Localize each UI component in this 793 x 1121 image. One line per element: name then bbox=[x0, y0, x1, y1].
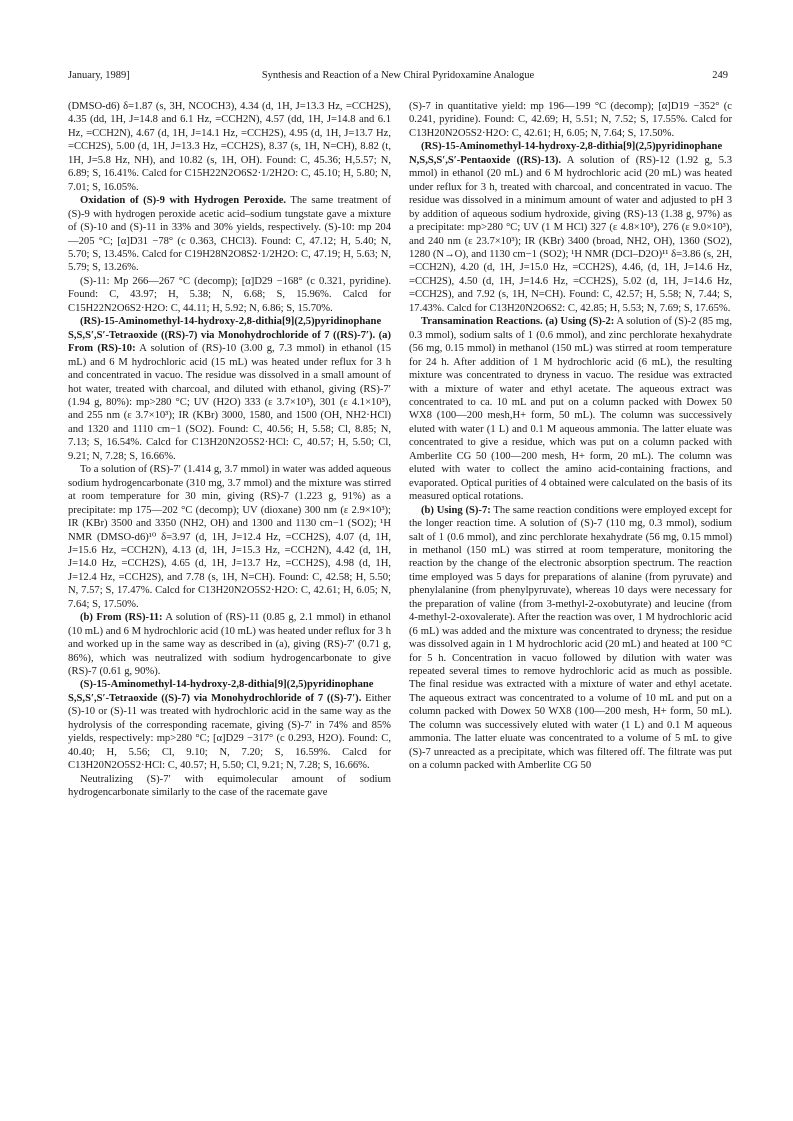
paragraph-from-rs11 bbox=[68, 611, 391, 678]
section-heading: (b) Using (S)-7: bbox=[421, 504, 491, 516]
paragraph-s7-yield: (S)-7 in quantitative yield: mp 196—199 °C (decomp); [α]D19 −352° (c 0.241, pyridine). Found: C, 42.69; H, 5.51; N, 7.52; S, 17.55%. Calcd for C13H20N2O5S2·H2O: C, 42.61; H, 6.05; N, 7.64; S, 17.50%. bbox=[409, 101, 732, 139]
paragraph-text: A solution of (RS)-10 (3.00 g, 7.3 mmol) in ethanol (15 mL) and 6 M hydrochloric acid (15 mL) was heated under reflux for 3 h and concentrated in vacuo. The residue was dissolved in a small amount of hot water, treated with charcoal, and diluted with ethanol, giving (RS)-7′ (1.94 g, 80%): mp>280 °C; UV (H2O) 333 (ε 3.7×10³), 301 (ε 4.1×10³), and 255 nm (ε 3.7×10³); IR (KBr) 3000, 1580, and 1500 (OH, NH2·HCl) and 1320 and 1110 cm−1 (SO2). Found: C, 40.56; H, 5.58; Cl, 8.85; N, 7.13; S, 16.54%. Calcd for C13H20N2O5S2·HCl: C, 40.57; H, 5.50; Cl, 9.21; N, 7.28; S, 16.66%. bbox=[68, 343, 391, 462]
paragraph-rs7-synthesis bbox=[68, 315, 391, 463]
paragraph-nmr-data: (DMSO-d6) δ=1.87 (s, 3H, NCOCH3), 4.34 (d, 1H, J=13.3 Hz, =CCH2S), 4.35 (dd, 1H, J=14.8 and 6.1 Hz, =CCH2N), 4.57 (dd, 1H, J=14.8 and 6.1 Hz, =CCH2N), 4.67 (d, 1H, J=14.1 Hz, =CCH2S), 4.95 (d, 1H, J=13.7 Hz, =CCH2S), 5.00 (d, 1H, J=13.3 Hz, =CCH2S), 8.37 (s, 1H, N=CH), 8.82 (t, 1H, J=5.8 Hz, NH), and 10.82 (s, 1H, OH). Found: C, 45.36; H,5.57; N, 6.89; S, 16.41%. Calcd for C15H22N2O6S2·1/2H2O: C, 45.10; H, 5.80; N, 7.01; S, 16.05%. bbox=[68, 101, 391, 193]
paragraph-text: Either (S)-10 or (S)-11 was treated with hydrochloric acid in the same way as the hydrolysis of the corresponding racemate, giving (S)-7′ in 74% and 85% yields, respectively: mp>280 °C; [α]D29 −317° (c 0.293, H2O). Found: C, 40.40; H, 5.56; Cl, 9.10; N, 7.20; S, 16.59%. Calcd for C13H20N2O5S2·HCl: C, 40.57; H, 5.50; Cl, 9.21; N, 7.28; S, 16.66%. bbox=[68, 692, 391, 772]
paragraph-text: A solution of (S)-2 (85 mg, 0.3 mmol), sodium salts of 1 (0.6 mmol), and zinc perchlorate hexahydrate (56 mg, 0.15 mmol) in methanol (150 mL) was stirred at room temperature for 24 h. After addition of 1 M hydrochloric acid (6 mL), the resulting mixture was concentrated to dryness in vacuo. The residue was extracted with a mixture of water and ethyl acetate. The aqueous extract was concentrated to ca. 10 mL and put on a column packed with Dowex 50 WX8 (100—200 mesh,H+ form, 50 mL). The column was successively eluted with water (1 L) and 0.1 M aqueous ammonia. The latter eluate was concentrated to give a residue, which was put on a column packed with Amberlite CG 50 (100—200 mesh, H+ form, 20 mL). The column was eluted with water to collect the amino acid-containing fractions, and evaporated. Optical purities of 4 obtained were calculated on the basis of its measured optical rotations. bbox=[409, 316, 733, 503]
paragraph-text: The same reaction conditions were employed except for the longer reaction time. A solution of (S)-7 (110 mg, 0.3 mmol), sodium salt of 1 (0.6 mmol), and zinc perchlorate hexahydrate (56 mg, 0.15 mmol) in methanol (150 mL) was stirred at room temperature, monitoring the reaction by the change of the electronic absorption spectrum. The reaction time employed was 5 days for preparations of alanine (from pyruvate) and phenylalanine (from phenylpyruvate), whereas 10 days were necessary for the preparation of valine (from 3-methyl-2-oxobutyrate) and leucine (from 4-methyl-2-oxovalerate). After the reaction was over, 1 M hydrochloric acid (6 mL) was added and the mixture was concentrated to dryness; the residue was dissolved again in 1 M hydrochloric acid (20 mL) and heated at 100 °C for 5 h. Concentration in vacuo followed by dilution with water was repeated several times to remove hydrochloric acid as much as possible. The final residue was extracted with a mixture of water and ethyl acetate. The aqueous extract was concentrated to a volume of 10 mL and put on a column packed with Dowex 50 WX8 (100—200 mesh, H+ form, 50 mL). The column was successively eluted with water (1 L) and 0.1 M aqueous ammonia. The latter eluate was concentrated to a volume of 5 mL to give (S)-7 unreacted as a precipitate, which was filtered off. The filtrate was put on a column packed with Amberlite CG 50 bbox=[409, 504, 732, 772]
paragraph-transamination-b bbox=[409, 504, 732, 773]
section-heading: (RS)-15-Aminomethyl-14-hydroxy-2,8-dithia[9](2,5)pyridinophane S,S,S′,S′-Tetraoxide ((RS)-7) via Monohydrochloride of 7 ((RS)-7′). (a) From (RS)-10: bbox=[68, 316, 391, 355]
section-heading: Transamination Reactions. (a) Using (S)-2: bbox=[421, 316, 615, 328]
paragraph-s7-neutralization: Neutralizing (S)-7′ with equimolecular amount of sodium hydrogencarbonate similarly to the case of the racemate gave bbox=[68, 773, 391, 799]
page-number: 249 bbox=[712, 70, 728, 81]
running-header bbox=[68, 70, 728, 86]
paragraph-text: A solution of (RS)-12 (1.92 g, 5.3 mmol) in ethanol (20 mL) and 6 M hydrochloric acid (20 mL) was heated under reflux for 3 h, treated with charcoal, and concentrated in vacuo. The residue was dissolved in a minimum amount of water and adjusted to pH 3 by addition of aqueous sodium hydroxide, giving (RS)-13 (1.38 g, 97%) as a precipitate: mp>280 °C; UV (1 M HCl) 327 (ε 4.8×10³), 276 (ε 9.0×10³), and 240 nm (ε 23.7×10³); IR (KBr) 3400 (broad, NH2, OH), 1360 (SO2), 1280 (N→O), and 1130 cm−1 (SO2); ¹H NMR (DCl–D2O)¹¹ δ=3.86 (s, 2H, =CCH2N), 4.20 (d, 1H, J=15.0 Hz, =CCH2S), 4.46, (d, 1H, J=14.6 Hz, =CCH2S), 4.50 (d, 1H, J=14.6 Hz, =CCH2S), 5.02 (d, 1H, J=14.6 Hz, =CCH2S), and 7.92 (s, 1H, N=CH). Found: C, 42.57; H, 5.58; N, 7.44; S, 17.43%. Calcd for C13H20N2O6S2: C, 42.85; H, 5.53; N, 7.69; S, 17.65%. bbox=[409, 154, 733, 314]
section-heading: (RS)-15-Aminomethyl-14-hydroxy-2,8-dithia[9](2,5)pyridinophane N,S,S,S′,S′-Pentaoxide ((RS)-13). bbox=[409, 141, 723, 166]
paragraph-s7-synthesis bbox=[68, 678, 391, 772]
right-column bbox=[409, 100, 732, 773]
paragraph-text: A solution of (RS)-11 (0.85 g, 2.1 mmol) in ethanol (10 mL) and 6 M hydrochloric acid (10 mL) was heated under reflux for 3 h and worked up in the same way as described in (a), giving (RS)-7′ (0.71 g, 86%), which was neutralized with sodium hydrogencarbonate to give (RS)-7 (0.61 g, 90%). bbox=[68, 612, 391, 678]
section-heading: (b) From (RS)-11: bbox=[80, 612, 163, 624]
paragraph-rs7-neutralization: To a solution of (RS)-7′ (1.414 g, 3.7 mmol) in water was added aqueous sodium hydrogencarbonate (310 mg, 3.7 mmol) and the mixture was stirred at room temperature for 30 min, giving (RS)-7 (1.223 g, 91%) as a precipitate: mp 175—202 °C (decomp); UV (dioxane) 300 nm (ε 2.9×10³); IR (KBr) 3500 and 3350 (NH2, OH) and 1300 and 1130 cm−1 (SO2); ¹H NMR (DMSO-d6)¹⁰ δ=3.97 (d, 1H, J=12.4 Hz, =CCH2S), 4.07 (d, 1H, J=15.6 Hz, =CCH2N), 4.13 (d, 1H, J=15.3 Hz, =CCH2N), 4.42 (d, 1H, J=14.0 Hz, =CCH2S), 4.65 (d, 1H, J=13.7 Hz, =CCH2S), 4.98 (d, 1H, J=12.4 Hz, =CCH2S), and 7.78 (s, 1H, N=CH). Found: C, 42.58; H, 5.50; N, 7.57; S, 17.47%. Calcd for C13H20N2O5S2·H2O: C, 42.61; H, 6.05; N, 7.64; S, 17.50%. bbox=[68, 464, 391, 610]
running-title: Synthesis and Reaction of a New Chiral Pyridoxamine Analogue bbox=[261, 70, 535, 81]
journal-issue-date: January, 1989] bbox=[68, 70, 130, 81]
paragraph-transamination-a bbox=[409, 315, 732, 503]
section-heading: Oxidation of (S)-9 with Hydrogen Peroxide. bbox=[80, 195, 287, 207]
paragraph-oxidation bbox=[68, 194, 391, 275]
section-heading: (S)-15-Aminomethyl-14-hydroxy-2,8-dithia[9](2,5)pyridinophane S,S,S′,S′-Tetraoxide ((S)-7) via Monohydrochloride of 7 ((S)-7′). bbox=[68, 679, 374, 704]
paragraph-s11-data: (S)-11: Mp 266—267 °C (decomp); [α]D29 −168° (c 0.321, pyridine). Found: C, 43.97; H, 5.38; N, 6.68; S, 15.96%. Calcd for C15H22N2O6S2·H2O: C, 44.11; H, 5.92; N, 6.86; S, 15.70%. bbox=[68, 275, 391, 314]
paragraph-text: The same treatment of (S)-9 with hydrogen peroxide acetic acid–sodium tungstate gave a mixture of (S)-10 and (S)-11 in 33% and 30% yields, respectively. (S)-10: mp 204—205 °C; [α]D31 −78° (c 0.363, CHCl3). Found: C, 47.12; H, 5.40; N, 5.70; S, 13.45%. Calcd for C19H28N2O8S2·1/2H2O: C, 47.19; H, 5.63; N, 5.79; S, 13.26%. bbox=[68, 195, 391, 274]
left-column bbox=[68, 100, 391, 800]
paragraph-rs13-synthesis bbox=[409, 140, 732, 315]
